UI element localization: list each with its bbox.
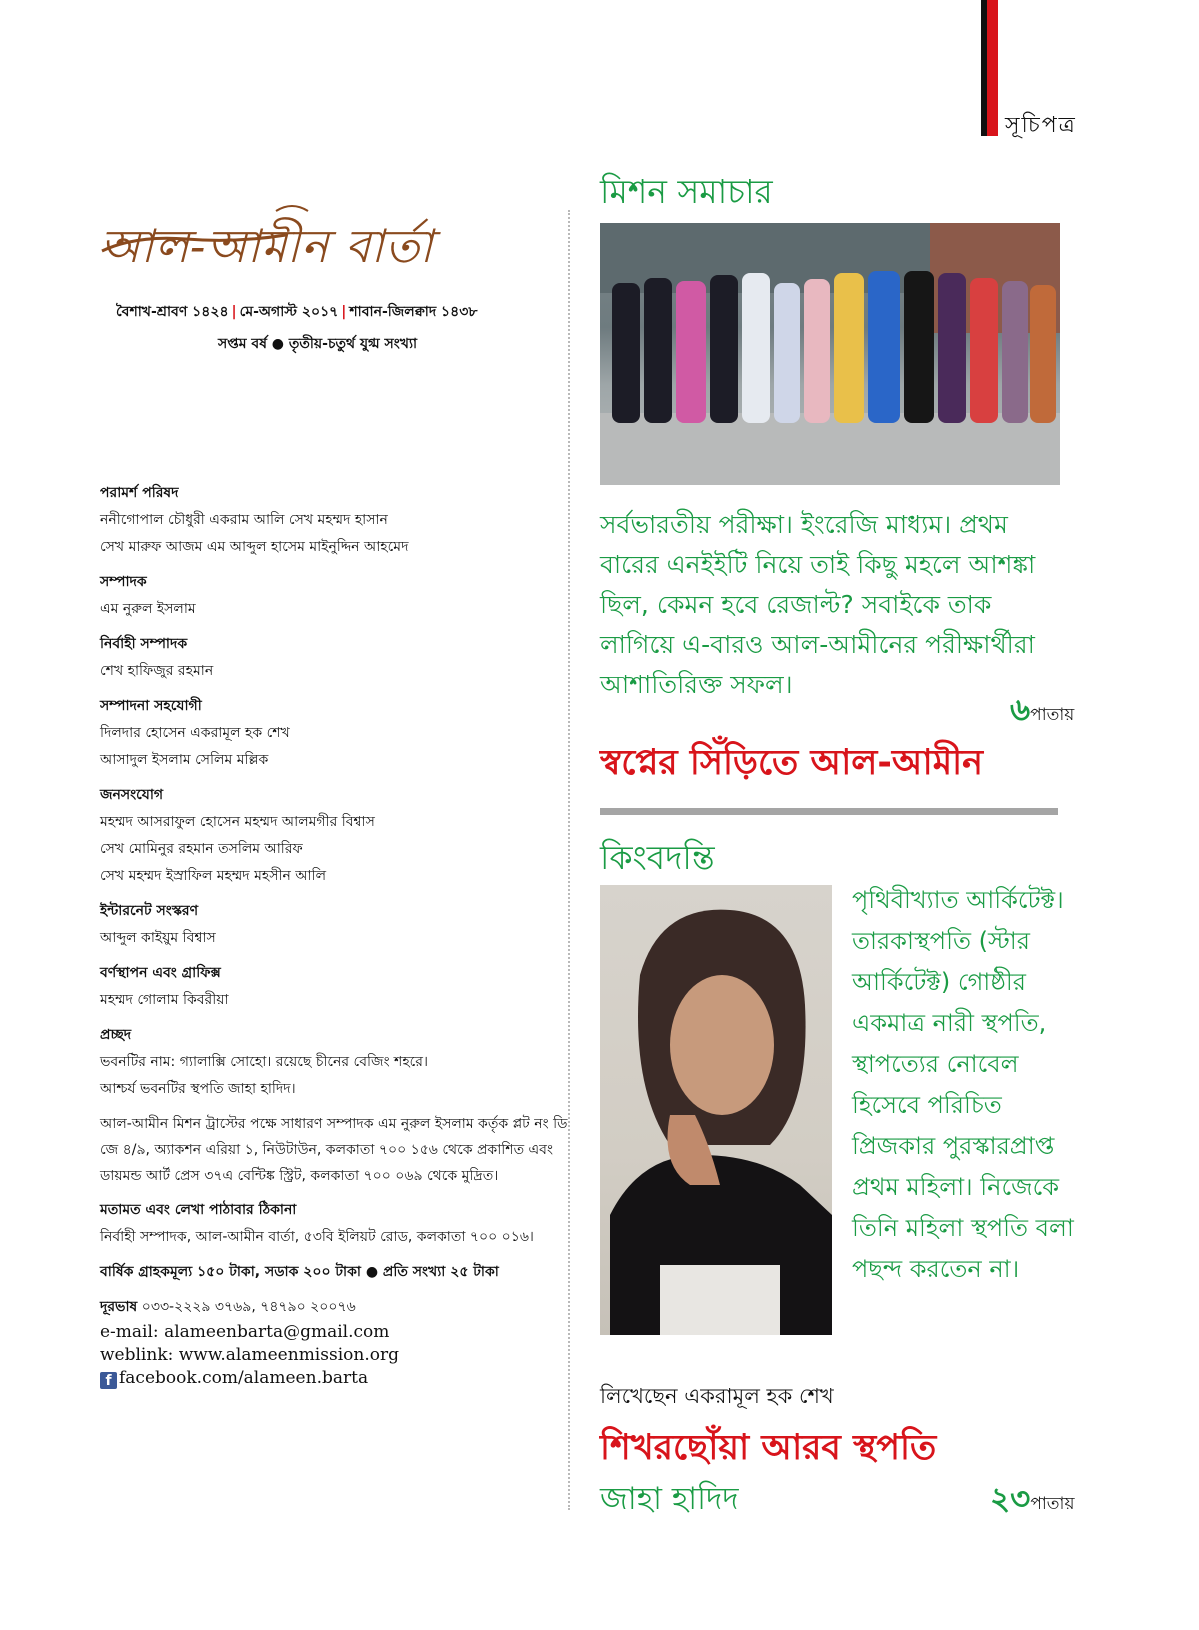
page-suffix: পাতায় bbox=[1030, 1494, 1075, 1514]
masthead-title: আল-আমীন বার্তা bbox=[100, 219, 434, 273]
correspondence-address: নির্বাহী সম্পাদক, আল-আমীন বার্তা, ৫৩বি ইলিয়ট রোড, কলকাতা ৭০০ ০১৬। bbox=[100, 1229, 534, 1245]
correspondence-block bbox=[100, 1197, 570, 1251]
credit-heading: প্রচ্ছদ bbox=[100, 1027, 132, 1043]
credit-group-editor bbox=[100, 569, 570, 623]
email-line[interactable]: e-mail: alameenbarta@gmail.com bbox=[100, 1322, 390, 1342]
column-divider bbox=[568, 210, 570, 1510]
mission-news-title: মিশন সমাচার bbox=[600, 172, 773, 211]
legend-headline[interactable]: শিখরছোঁয়া আরব স্থপতি bbox=[600, 1428, 937, 1468]
credit-line: সেখ মহম্মদ ইস্রাফিল মহম্মদ মহসীন আলি bbox=[100, 868, 327, 884]
page-number: ৬ bbox=[1010, 692, 1031, 728]
phone-label: দূরভাষ bbox=[100, 1299, 138, 1315]
credit-line: সেখ মারুফ আজম এম আব্দুল হাসেম মাইনুদ্দিন আহমেদ bbox=[100, 539, 409, 555]
credit-heading: ইন্টারনেট সংস্করণ bbox=[100, 903, 199, 919]
legend-section-title: কিংবদন্তি bbox=[600, 838, 715, 877]
section-rule bbox=[600, 808, 1058, 815]
legend-subheadline[interactable]: জাহা হাদিদ bbox=[600, 1481, 739, 1517]
credit-line: সেখ মোমিনুর রহমান তসলিম আরিফ bbox=[100, 841, 303, 857]
students-group-photo bbox=[600, 223, 1060, 485]
weblink-line[interactable]: weblink: www.alameenmission.org bbox=[100, 1345, 399, 1365]
mission-headline[interactable]: স্বপ্নের সিঁড়িতে আল-আমীন bbox=[600, 743, 984, 783]
section-label: সূচিপত্র bbox=[1005, 113, 1077, 138]
publisher-note: আল-আমীন মিশন ট্রাস্টের পক্ষে সাধারণ সম্পাদক এম নুরুল ইসলাম কর্তৃক প্লট নং ডি জে ৪/৯, অ্যাকশন এরিয়া ১, নিউটাউন, কলকাতা ৭০০ ১৫৬ থেকে প্রকাশিত এবং ডায়মন্ড আর্ট প্রেস ৩৭এ বেন্টিঙ্ক স্ট্রিট, কলকাতা ৭০০ ০৬৯ থেকে মুদ্রিত। bbox=[100, 1116, 568, 1184]
issue-date-bengali: বৈশাখ-শ্রাবণ ১৪২৪ bbox=[116, 304, 229, 320]
correspondence-heading: মতামত এবং লেখা পাঠাবার ঠিকানা bbox=[100, 1202, 297, 1218]
credit-heading: নির্বাহী সম্পাদক bbox=[100, 636, 188, 652]
page-suffix: পাতায় bbox=[1030, 705, 1075, 725]
page-number: ২৩ bbox=[990, 1481, 1031, 1517]
facebook-icon: f bbox=[100, 1372, 117, 1389]
credit-line: দিলদার হোসেন একরামূল হক শেখ bbox=[100, 725, 290, 741]
credit-line: আসাদুল ইসলাম সেলিম মল্লিক bbox=[100, 752, 269, 768]
credit-line: শেখ হাফিজুর রহমান bbox=[100, 663, 214, 679]
mission-page-ref bbox=[1010, 686, 1074, 738]
credit-group-public-relations bbox=[100, 782, 570, 890]
credit-line: আশ্চর্য ভবনটির স্থপতি জাহা হাদিদ। bbox=[100, 1081, 296, 1097]
facebook-line[interactable] bbox=[100, 1367, 570, 1390]
facebook-link[interactable]: facebook.com/alameen.barta bbox=[119, 1368, 369, 1388]
credit-line: আব্দুল কাইয়ুম বিশ্বাস bbox=[100, 930, 216, 946]
credit-group-executive-editor bbox=[100, 631, 570, 685]
credit-line: মহম্মদ গোলাম কিবরীয়া bbox=[100, 992, 229, 1008]
credit-heading: সম্পাদক bbox=[100, 574, 147, 590]
credit-line: মহম্মদ আসরাফুল হোসেন মহম্মদ আলমগীর বিশ্বাস bbox=[100, 814, 375, 830]
author-byline: লিখেছেন একরামূল হক শেখ bbox=[600, 1384, 834, 1408]
phone-line bbox=[100, 1294, 570, 1321]
credit-group-advisory bbox=[100, 480, 570, 561]
credit-group-cover bbox=[100, 1022, 570, 1103]
credit-heading: বর্ণস্থাপন এবং গ্রাফিক্স bbox=[100, 965, 221, 981]
credit-group-internet-edition bbox=[100, 898, 570, 952]
credit-line: এম নুরুল ইসলাম bbox=[100, 601, 196, 617]
header-bar-red bbox=[987, 0, 998, 136]
credits-column bbox=[100, 480, 570, 1390]
subscription-price: বার্ষিক গ্রাহকমূল্য ১৫০ টাকা, সডাক ২০০ টাকা ● প্রতি সংখ্যা ২৫ টাকা bbox=[100, 1264, 499, 1280]
separator-bar: | bbox=[341, 304, 347, 320]
credit-line: ভবনটির নাম: গ্যালাক্সি সোহো। রয়েছে চীনের বেজিং শহরে। bbox=[100, 1054, 429, 1070]
issue-number: সপ্তম বর্ষ ● তৃতীয়-চতুর্থ যুগ্ম সংখ্যা bbox=[218, 336, 418, 352]
issue-date-gregorian: মে-অগাস্ট ২০১৭ bbox=[239, 304, 339, 320]
legend-body: পৃথিবীখ্যাত আর্কিটেক্ট। তারকাস্থপতি (স্টার আর্কিটেক্ট) গোষ্ঠীর একমাত্র নারী স্থপতি, স্থাপত্যের নোবেল হিসেবে পরিচিত প্রিজকার পুরস্কারপ্রাপ্ত প্রথম মহিলা। নিজেকে তিনি মহিলা স্থপতি বলা পছন্দ করতেন না। bbox=[852, 886, 1074, 1283]
credit-group-typesetting bbox=[100, 960, 570, 1014]
mission-news-body: সর্বভারতীয় পরীক্ষা। ইংরেজি মাধ্যম। প্রথম বারের এনইইটি নিয়ে তাই কিছু মহলে আশঙ্কা ছিল, কেমন হবে রেজাল্ট? সবাইকে তাক লাগিয়ে এ-বারও আল-আমীনের পরীক্ষার্থীরা আশাতিরিক্ত সফল। bbox=[600, 510, 1036, 699]
credit-line: ননীগোপাল চৌধুরী একরাম আলি সেখ মহম্মদ হাসান bbox=[100, 512, 388, 528]
credit-heading: সম্পাদনা সহযোগী bbox=[100, 698, 202, 714]
issue-date-hijri: শাবান-জিলক্বাদ ১৪৩৮ bbox=[349, 304, 478, 320]
credit-heading: পরামর্শ পরিষদ bbox=[100, 485, 179, 501]
separator-bar: | bbox=[231, 304, 237, 320]
credit-group-editorial-associates bbox=[100, 693, 570, 774]
issue-dates bbox=[116, 300, 477, 324]
phone-number: ০৩৩-২২২৯ ৩৭৬৯, ৭৪৭৯০ ২০০৭৬ bbox=[141, 1299, 356, 1315]
legend-page-ref bbox=[990, 1475, 1074, 1527]
credit-heading: জনসংযোগ bbox=[100, 787, 164, 803]
portrait-photo bbox=[600, 885, 832, 1335]
